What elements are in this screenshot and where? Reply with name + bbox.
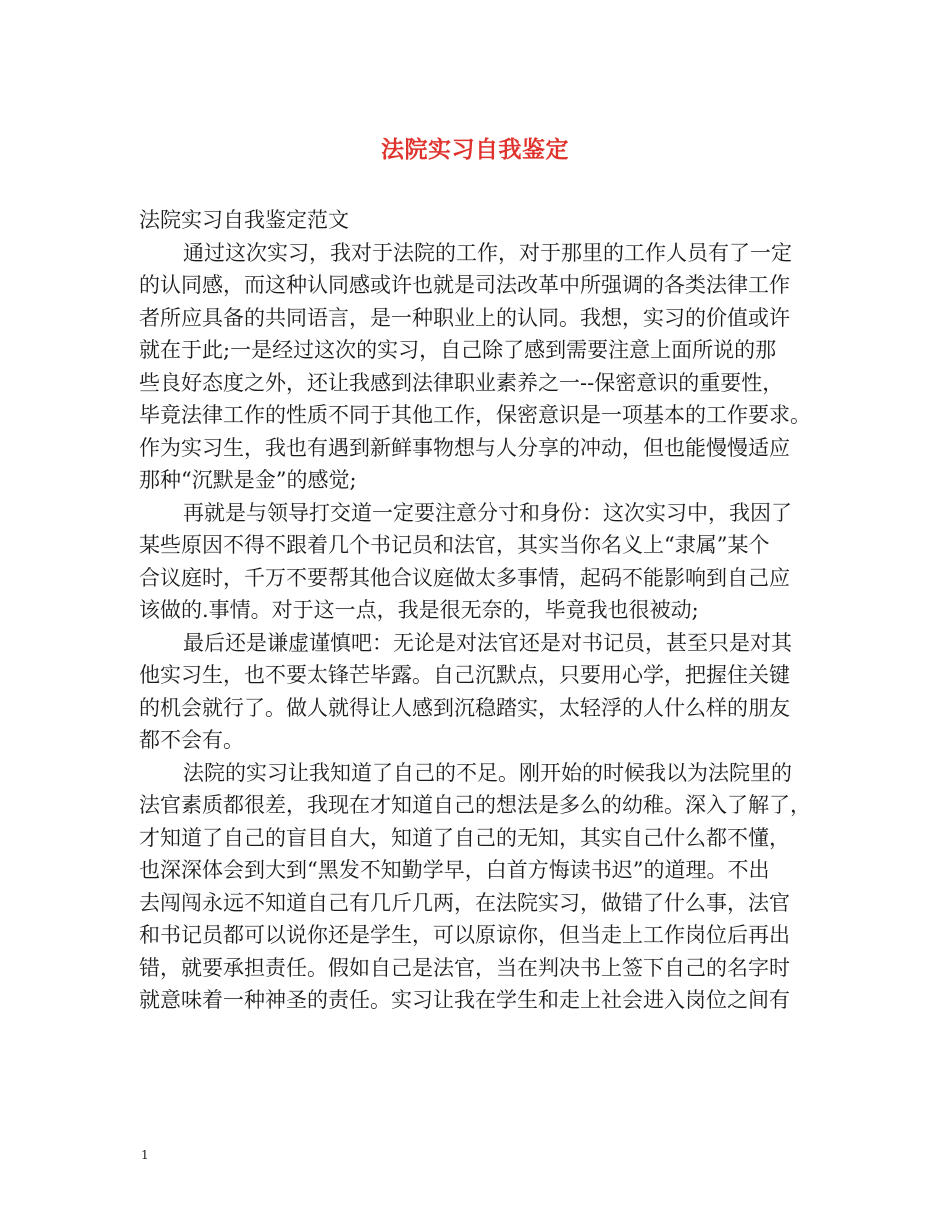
text-line: 通过这次实习，我对于法院的工作，对于那里的工作人员有了一定 bbox=[183, 240, 792, 265]
text-line: 些良好态度之外，还让我感到法律职业素养之一--保密意识的重要性， bbox=[139, 370, 784, 395]
text-line: 某些原因不得不跟着几个书记员和法官，其实当你名义上“隶属”某个 bbox=[139, 533, 770, 557]
text-line: 就在于此;一是经过这次的实习，自己除了感到需要注意上面所说的那 bbox=[139, 338, 777, 362]
text-line: 再就是与领导打交道一定要注意分寸和身份：这次实习中，我因了 bbox=[183, 500, 792, 525]
document-title: 法院实习自我鉴定 bbox=[381, 136, 569, 163]
text-line: 错，就要承担责任。假如自己是法官，当在判决书上签下自己的名字时 bbox=[139, 955, 790, 980]
text-line: 法院的实习让我知道了自己的不足。刚开始的时候我以为法院里的 bbox=[183, 760, 792, 785]
text-line: 者所应具备的共同语言，是一种职业上的认同。我想，实习的价值或许 bbox=[139, 305, 790, 330]
paragraph-lines bbox=[139, 237, 824, 1017]
text-line: 毕竟法律工作的性质不同于其他工作，保密意识是一项基本的工作要求。 bbox=[139, 403, 811, 427]
text-line: 才知道了自己的盲目自大，知道了自己的无知，其实自己什么都不懂， bbox=[139, 825, 790, 850]
text-line: 作为实习生，我也有遇到新鲜事物想与人分享的冲动，但也能慢慢适应 bbox=[139, 435, 790, 460]
text-line: 的认同感，而这种认同感或许也就是司法改革中所强调的各类法律工作 bbox=[139, 273, 790, 297]
text-line: 去闯闯永远不知道自己有几斤几两，在法院实习，做错了什么事，法官 bbox=[139, 890, 790, 915]
text-line: 合议庭时，千万不要帮其他合议庭做太多事情，起码不能影响到自己应 bbox=[139, 565, 790, 590]
text-line: 和书记员都可以说你还是学生，可以原谅你，但当走上工作岗位后再出 bbox=[139, 923, 790, 947]
text-line: 也深深体会到大到“黑发不知勤学早，白首方悔读书迟”的道理。不出 bbox=[139, 858, 770, 882]
text-line: 最后还是谦虚谨慎吧：无论是对法官还是对书记员，甚至只是对其 bbox=[183, 630, 792, 655]
text-line: 该做的.事情。对于这一点，我是很无奈的，毕竟我也很被动; bbox=[139, 598, 699, 622]
text-line: 都不会有。 bbox=[139, 728, 244, 752]
document-body bbox=[139, 204, 824, 1017]
text-line: 那种“沉默是金”的感觉; bbox=[139, 468, 357, 492]
text-line: 就意味着一种神圣的责任。实习让我在学生和走上社会进入岗位之间有 bbox=[139, 988, 790, 1012]
text-line: 他实习生，也不要太锋芒毕露。自己沉默点，只要用心学，把握住关键 bbox=[139, 663, 790, 687]
text-line: 的机会就行了。做人就得让人感到沉稳踏实，太轻浮的人什么样的朋友 bbox=[139, 695, 790, 720]
document-subtitle: 法院实习自我鉴定范文 bbox=[139, 208, 349, 232]
page-number: 1 bbox=[141, 1148, 149, 1162]
text-line: 法官素质都很差，我现在才知道自己的想法是多么的幼稚。深入了解了， bbox=[139, 793, 811, 817]
